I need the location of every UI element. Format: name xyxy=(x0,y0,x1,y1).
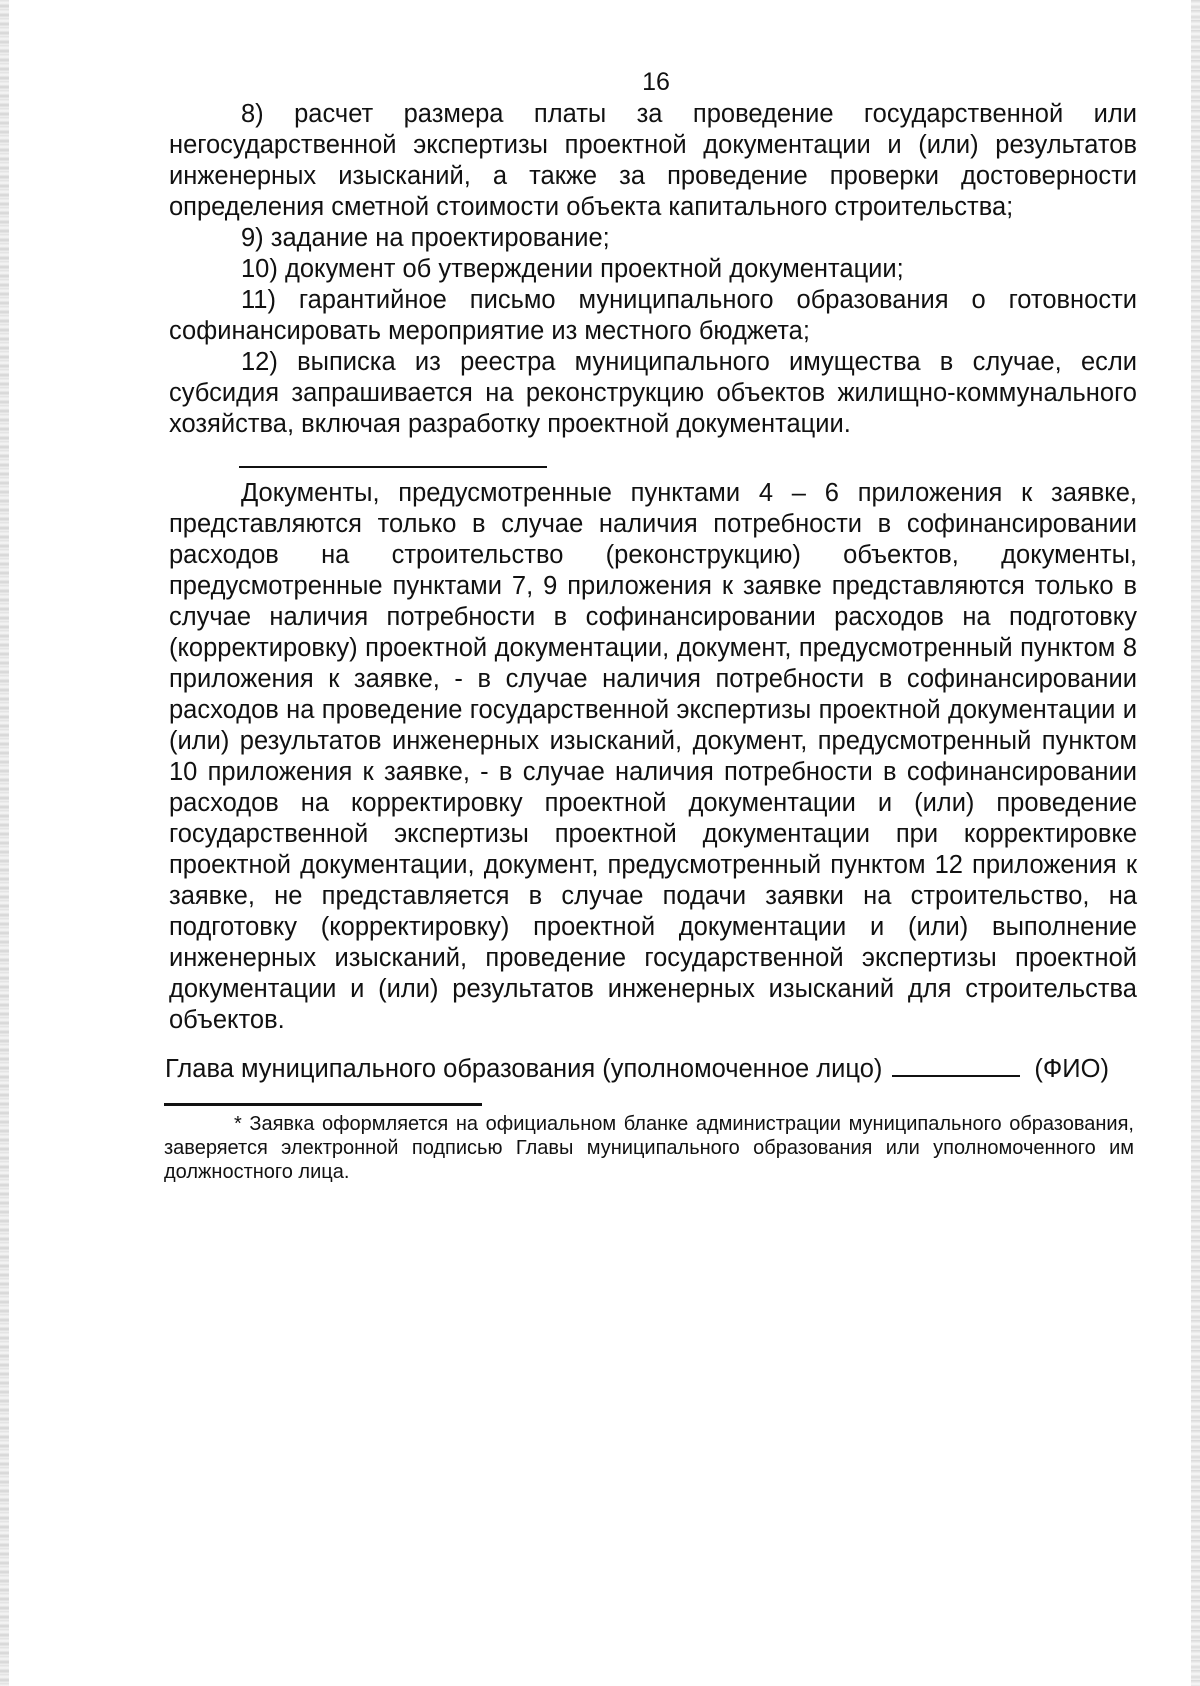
scan-edge-right xyxy=(1191,0,1200,1686)
document-body xyxy=(169,99,1137,1036)
scan-edge-left xyxy=(0,0,9,1686)
list-item-11: 11) гарантийное письмо муниципального образования о готовности софинансировать мероприятие из местного бюджета; xyxy=(169,286,1137,345)
signature-fio: (ФИО) xyxy=(1034,1055,1109,1083)
section-divider xyxy=(239,466,547,468)
notes-section xyxy=(169,478,1137,1036)
signature-line xyxy=(165,1053,1135,1085)
list-item-9: 9) задание на проектирование; xyxy=(241,224,610,252)
signature-label: Глава муниципального образования (уполномоченное лицо) xyxy=(165,1055,883,1083)
list-item-8: 8) расчет размера платы за проведение государственной или негосударственной экспертизы проектной документации и (или) результатов инженерных изысканий, а также за проведение проверки достоверности определения сметной стоимости объекта капитального строительства; xyxy=(169,100,1137,221)
documents-note-paragraph: Документы, предусмотренные пунктами 4 – 6 приложения к заявке, представляются только в случае наличия потребности в софинансировании расходов на строительство (реконструкцию) объектов, документы, предусмотренные пунктами 7, 9 приложения к заявке представляются только в случае наличия потребности в софинансировании расходов на подготовку (корректировку) проектной документации, документ, предусмотренный пунктом 8 приложения к заявке, - в случае наличия потребности в софинансировании расходов на проведение государственной экспертизы проектной документации и (или) результатов инженерных изысканий, документ, предусмотренный пунктом 10 приложения к заявке, - в случае наличия потребности в софинансировании расходов на корректировку проектной документации и (или) проведение государственной экспертизы проектной документации при корректировке проектной документации, документ, предусмотренный пунктом 12 приложения к заявке, не представляется в случае подачи заявки на строительство, на подготовку (корректировку) проектной документации и (или) выполнение инженерных изысканий, проведение государственной экспертизы проектной документации и (или) результатов инженерных изысканий для строительства объектов. xyxy=(169,479,1137,1034)
footnote-divider xyxy=(164,1103,482,1106)
list-item-10: 10) документ об утверждении проектной документации; xyxy=(241,255,904,283)
list-item-12: 12) выписка из реестра муниципального имущества в случае, если субсидия запрашивается на реконструкцию объектов жилищно-коммунального хозяйства, включая разработку проектной документации. xyxy=(169,348,1137,438)
page-number: 16 xyxy=(642,68,670,96)
footnote: * Заявка оформляется на официальном бланке администрации муниципального образования, заверяется электронной подписью Главы муниципального образования или уполномоченного им должностного лица. xyxy=(164,1113,1134,1183)
signature-blank xyxy=(892,1053,1020,1077)
